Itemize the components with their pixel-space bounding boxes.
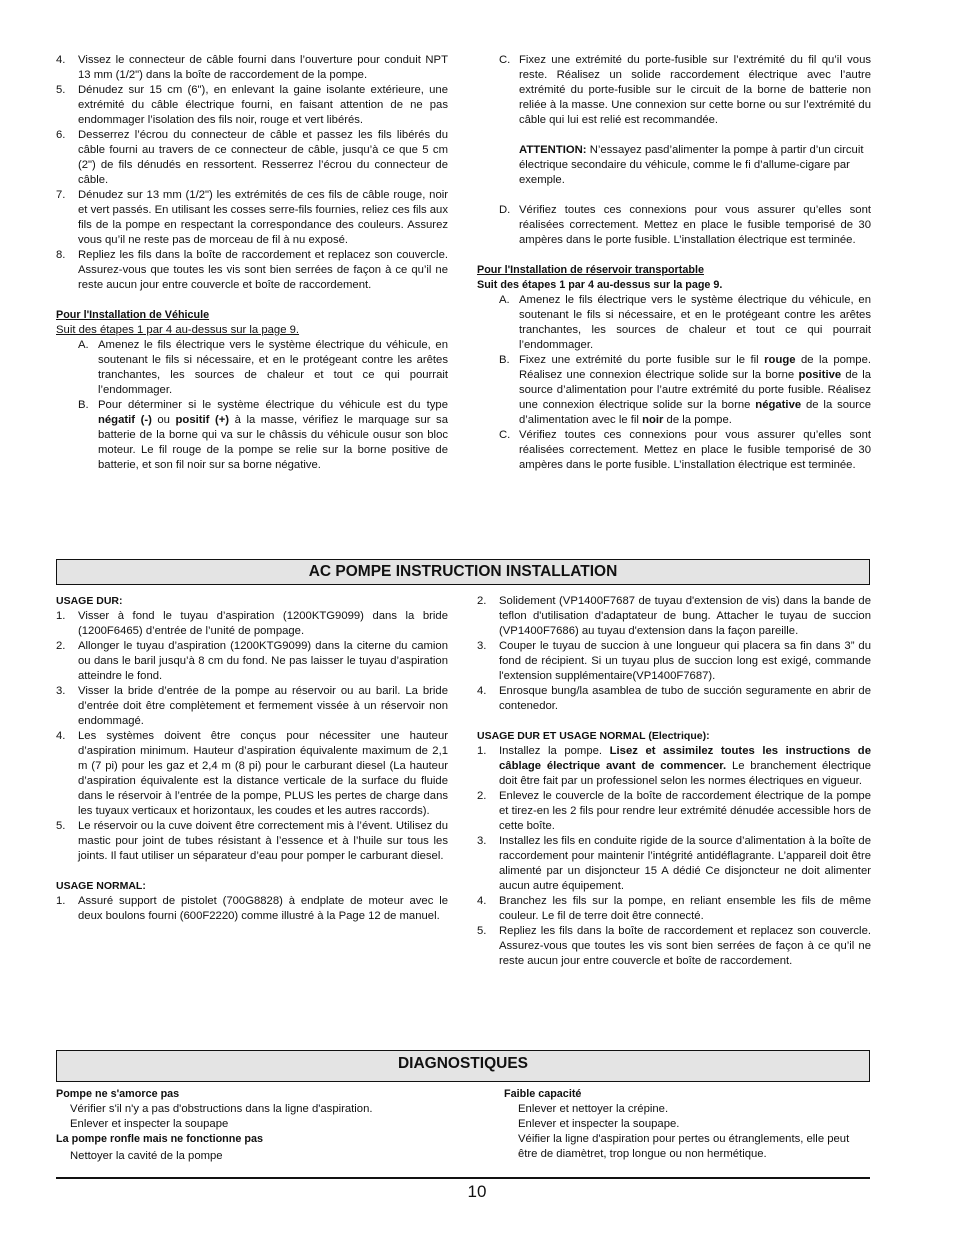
- list-item: C. Fixez une extrémité du porte-fusible sur l’extrémité du fil qu’il vous reste. Réalisez un solide raccordement électrique avec l’autre extrémité du porte-fusible sur le circuit de la borne de batterie non reliée à la masse. Une connexion sur cette borne ou sur l’extrémité du câble qui lui est relié est recommandée.: [499, 54, 871, 126]
- list-item: A. Amenez le fils électrique vers le système électrique du véhicule, en soutenant le fils si nécessaire, et en le protégeant contre les arêtes tranchantes, les sources de chaleur et tout ce qui pourrait l’endommager.: [499, 294, 871, 351]
- list-item: 6. Desserrez l’écrou du connecteur de câble et passez les fils libérés du câble fourni au travers de ce connecteur de câble, jusqu’à ce que 5 cm (2") de fils dénudés en ressortent. Resserrez l’écrou du connecteur de câble.: [56, 129, 448, 186]
- list-item: 7. Dénudez sur 13 mm (1/2") les extrémités de ces fils de câble rouge, noir et vert passés. En utilisant les cosses serre-fils fournies, reliez ces fils aux fils de la pompe en respectant la correspondance des couleurs. Assurez vous qu’il ne reste pas de morceau de fil à nu exposé.: [56, 189, 448, 246]
- list-item: 5. Dénudez sur 15 cm (6"), en enlevant la gaine isolante extérieure, une extrémité du câble électrique fourni, en faisant attention de ne pas endommager l’isolation des fils noir, rouge et vert libérés.: [56, 84, 448, 126]
- ac-left-column: [56, 594, 448, 924]
- list-item: 2. Enlevez le couvercle de la boîte de raccordement électrique de la pompe et tirez-en les 2 fils pour rendre leur extrémité dénudée accessible hors de cette boîte.: [477, 790, 871, 832]
- list-item: 4. Branchez les fils sur la pompe, en reliant ensemble les fils de même couleur. Le fil de terre doit être connecté.: [477, 895, 871, 922]
- list-item: 5. Le réservoir ou la cuve doivent être correctement mis à l’évent. Utilisez du mastic pour joint de tubes résistant à l’essence et à l’huile sur tous les joints. Il faut utiliser un séparateur d’eau pour pomper le carburant diesel.: [56, 820, 448, 862]
- list-item: 1. Visser à fond le tuyau d’aspiration (1200KTG9099) dans la bride (1200F6465) d’entrée de l’unité de pompage.: [56, 610, 448, 637]
- ac-section-title: AC POMPE INSTRUCTION INSTALLATION: [56, 559, 870, 585]
- diag-line: Enlever et inspecter la soupape.: [518, 1118, 680, 1130]
- list-item: 4. Enrosque bung/la asamblea de tubo de succión seguramente en abrir de contenedor.: [477, 685, 871, 712]
- usage-dur-heading: USAGE DUR:: [56, 595, 123, 607]
- tank-subheading: Suit des étapes 1 par 4 au-dessus sur la page 9.: [477, 279, 723, 291]
- list-item: 1. Assuré support de pistolet (700G8828) à endplate de moteur avec le deux boulons fourni (600F2220) comme illustré à la Page 12 de manuel.: [56, 895, 448, 922]
- diag-right-column: [504, 1087, 870, 1162]
- list-item: 8. Repliez les fils dans la boîte de raccordement et replacez son couvercle. Assurez-vous que toutes les vis sont bien serrées de façon à ce qu’il ne reste aucun jour entre couvercle et boîte de raccordement.: [56, 249, 448, 291]
- electrical-heading: USAGE DUR ET USAGE NORMAL (Electrique):: [477, 730, 710, 742]
- attention-note: ATTENTION: N’essayez pasd’alimenter la pompe à partir d’un circuit électrique secondaire du véhicule, comme le fi d’allume-cigare par exemple.: [519, 144, 864, 186]
- list-item: C. Vérifiez toutes ces connexions pour vous assurer qu’elles sont réalisées correctement. Mettez en place le fusible temporisé de 30 ampères dans le porte fusible. L’installation électrique est terminée.: [499, 429, 871, 471]
- list-item: 3. Couper le tuyau de succion à une longueur qui placera sa fin dans 3” du fond de récipient. Si un tuyau plus de succion long est exigé, commande l'extension supplémentaire(VP1400F7687).: [477, 640, 871, 682]
- list-item: 4. Les systèmes doivent être conçus pour nécessiter une hauteur d’aspiration minimum. Hauteur d’aspiration équivalente maximum de 2,1 m (7 pi) pour les gaz et 2,4 m (8 pi) pour le carburant diesel (La hauteur d’aspiration équivalente est la distance verticale de la surface du fluide dans le réservoir à l’entrée de la pompe, PLUS les pertes de charge dans les tuyaux verticaux et horizontaux, les coudes et les autres raccords).: [56, 730, 448, 817]
- list-item: B. Fixez une extrémité du porte fusible sur le fil rouge de la pompe. Réalisez une connexion électrique solide sur la borne positive de la source d’alimentation pour l’autre extrémité du porte fusible. Réalisez une connexion électrique solide sur la borne négative de la source d’alimentation avec le fil noir de la pompe.: [499, 354, 872, 426]
- list-item: 3. Visser la bride d’entrée de la pompe au réservoir ou au baril. La bride d’entrée doit être complètement et fermement vissée à un réservoir non endommagé.: [56, 685, 448, 727]
- vehicle-heading: Pour l'Installation de Véhicule: [56, 309, 210, 321]
- diag-heading: Faible capacité: [504, 1088, 582, 1100]
- diag-line: Nettoyer la cavité de la pompe: [70, 1150, 223, 1162]
- usage-normal-heading: USAGE NORMAL:: [56, 880, 146, 892]
- list-item: 4. Vissez le connecteur de câble fourni dans l’ouverture pour conduit NPT 13 mm (1/2") dans la boîte de raccordement de la pompe.: [56, 54, 448, 81]
- top-right-column: [477, 53, 871, 473]
- diag-line: Vérifier s'il n'y a pas d'obstructions dans la ligne d'aspiration.: [70, 1103, 373, 1115]
- list-item: B. Pour déterminer si le système électrique du véhicule est du type négatif (-) ou positif (+) à la masse, vérifiez le marquage sur sa batterie de la borne qui va sur le châssis du véhicule ousur son bloc moteur. Le fil rouge de la pompe se relie sur la borne positive de batterie, et son fil noir sur sa borne négative.: [78, 399, 448, 471]
- diag-line: Enlever et inspecter la soupape: [70, 1118, 229, 1130]
- list-item: A. Amenez le fils électrique vers le système électrique du véhicule, en soutenant le fils si nécessaire, et en le protégeant contre les arêtes tranchantes, les sources de chaleur et tout ce qui pourrait l’endommager.: [78, 339, 448, 396]
- top-left-column: [56, 53, 448, 473]
- diag-section-title: DIAGNOSTIQUES: [56, 1050, 870, 1082]
- list-item: D. Vérifiez toutes ces connexions pour vous assurer qu’elles sont réalisées correctement. Mettez en place le fusible temporisé de 30 ampères dans le porte fusible. L’installation électrique est terminée.: [499, 204, 871, 246]
- tank-heading: Pour l'Installation de réservoir transportable: [477, 264, 704, 276]
- list-item: 3. Installez les fils en conduite rigide de la source d’alimentation à la boîte de raccordement pour maintenir l’intégrité antidéflagrante. L’appareil doit être alimenté par un disjoncteur 15 A dédié Ce disjoncteur ne doit alimenter aucun autre équipement.: [477, 835, 871, 892]
- diag-line: Enlever et nettoyer la crépine.: [518, 1103, 669, 1115]
- list-item: 1. Installez la pompe. Lisez et assimilez toutes les instructions de câblage électrique avant de commencer. Le branchement électrique doit être fait par un professionel selon les normes électriques en vigueur.: [477, 745, 872, 787]
- diag-heading: La pompe ronfle mais ne fonctionne pas: [56, 1133, 263, 1145]
- list-item: 2. Solidement (VP1400F7687 de tuyau d'extension de vis) dans la bande de teflon d'utilisation d'adaptateur de bung. Attacher le tuyau de succion (VP1400F7686) au tuyau d'extension dans la façon pareille.: [477, 595, 871, 637]
- ac-right-column: [477, 594, 871, 969]
- diag-heading: Pompe ne s'amorce pas: [56, 1088, 180, 1100]
- diag-left-column: [56, 1087, 476, 1164]
- diag-line: Véifier la ligne d'aspiration pour pertes ou étranglements, elle peut être de diamètret, trop longue ou non hermétique.: [518, 1133, 850, 1160]
- vehicle-subheading: Suit des étapes 1 par 4 au-dessus sur la page 9.: [56, 324, 300, 336]
- page-number: 10: [467, 1182, 487, 1201]
- list-item: 2. Allonger le tuyau d’aspiration (1200KTG9099) dans la citerne du camion ou dans le baril jusqu’à 8 cm du fond. Ne pas laisser le tuyau d’aspiration atteindre le fond.: [56, 640, 448, 682]
- footer-divider: [56, 1177, 870, 1179]
- list-item: 5. Repliez les fils dans la boîte de raccordement et replacez son couvercle. Assurez-vous que toutes les vis sont bien serrées de façon à ce qu’il ne reste aucun jour entre couvercle et boîte de raccordement.: [477, 925, 871, 967]
